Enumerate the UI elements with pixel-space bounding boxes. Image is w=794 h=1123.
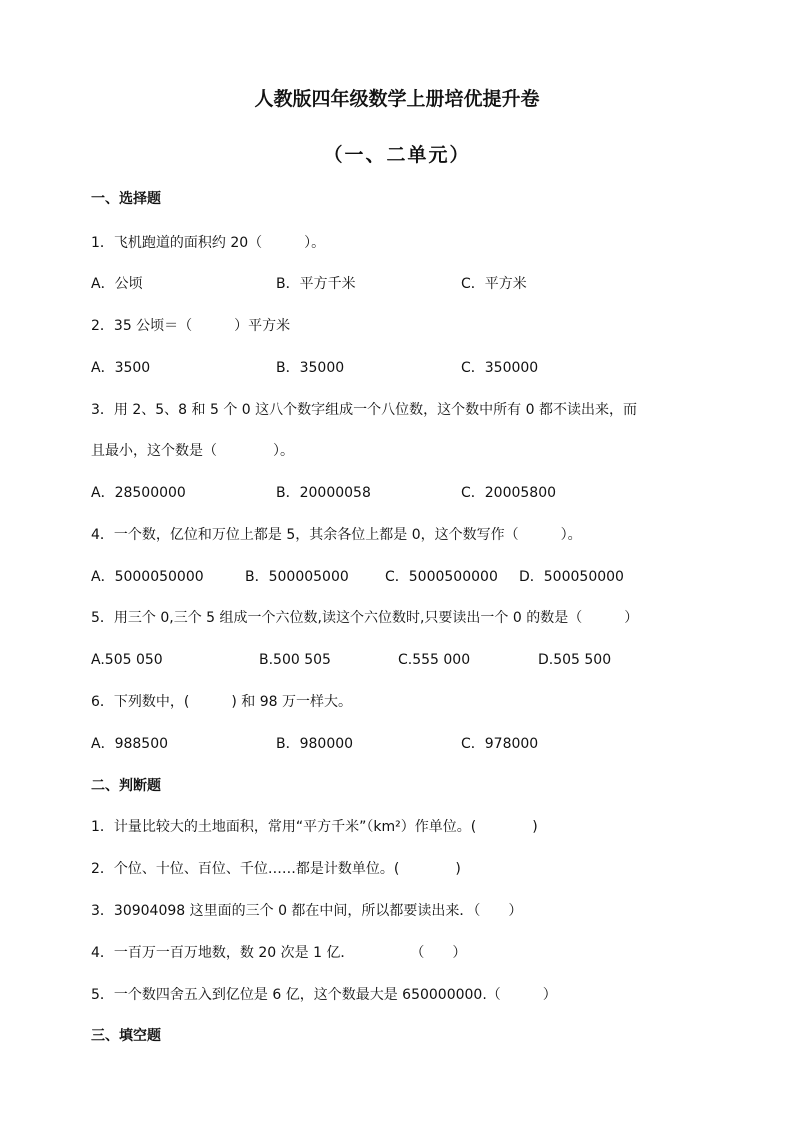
question-text: 3．用 2、5、8 和 5 个 0 这八个数字组成一个八位数，这个数中所有 0 都不读出来，而: [91, 402, 637, 418]
question-text: 2．35 公顷＝（ ）平方米: [91, 318, 291, 334]
answer-option: C．978000: [461, 736, 539, 752]
answer-option: C．350000: [461, 360, 539, 376]
question-text: 4．一个数，亿位和万位上都是 5，其余各位上都是 0，这个数写作（ ）。: [91, 527, 582, 543]
answer-option: A．5000050000: [91, 569, 204, 585]
answer-option: A．3500: [91, 360, 151, 376]
answer-option: C．平方米: [461, 276, 527, 292]
judge-question: 5．一个数四舍五入到亿位是 6 亿，这个数最大是 650000000.（ ）: [91, 987, 557, 1003]
answer-option: B.500 505: [259, 652, 331, 668]
answer-option: C．5000500000: [385, 569, 498, 585]
answer-option: A．28500000: [91, 485, 186, 501]
section-heading-fill: 三、填空题: [91, 1028, 161, 1044]
answer-option: A．988500: [91, 736, 169, 752]
answer-option: D．500050000: [519, 569, 624, 585]
question-text: 6．下列数中，( ) 和 98 万一样大。: [91, 694, 352, 710]
judge-question: 2．个位、十位、百位、千位……都是计数单位。( ): [91, 861, 461, 877]
answer-option: B．500005000: [245, 569, 349, 585]
answer-option: A．公顷: [91, 276, 143, 292]
question-text-continued: 且最小，这个数是（ ）。: [91, 443, 294, 459]
answer-option: B．35000: [276, 360, 345, 376]
answer-option: B．980000: [276, 736, 354, 752]
answer-option: B．平方千米: [276, 276, 356, 292]
section-heading-choice: 一、选择题: [91, 191, 161, 207]
judge-question: 1．计量比较大的土地面积，常用“平方千米”（km²）作单位。( ): [91, 819, 538, 835]
answer-option: A.505 050: [91, 652, 163, 668]
page-title: 人教版四年级数学上册培优提升卷: [254, 88, 540, 110]
answer-option: C.555 000: [398, 652, 471, 668]
question-text: 1．飞机跑道的面积约 20（ ）。: [91, 235, 326, 251]
judge-question: 4．一百万一百万地数，数 20 次是 1 亿． （ ）: [91, 945, 467, 961]
page-subtitle: （一、二单元）: [323, 144, 471, 166]
section-heading-judge: 二、判断题: [91, 778, 161, 794]
judge-question: 3．30904098 这里面的三个 0 都在中间，所以都要读出来．（ ）: [91, 903, 523, 919]
answer-option: C．20005800: [461, 485, 557, 501]
answer-option: B．20000058: [276, 485, 371, 501]
question-text: 5．用三个 0,三个 5 组成一个六位数,读这个六位数时,只要读出一个 0 的数是（ ）: [91, 610, 639, 626]
answer-option: D.505 500: [538, 652, 612, 668]
